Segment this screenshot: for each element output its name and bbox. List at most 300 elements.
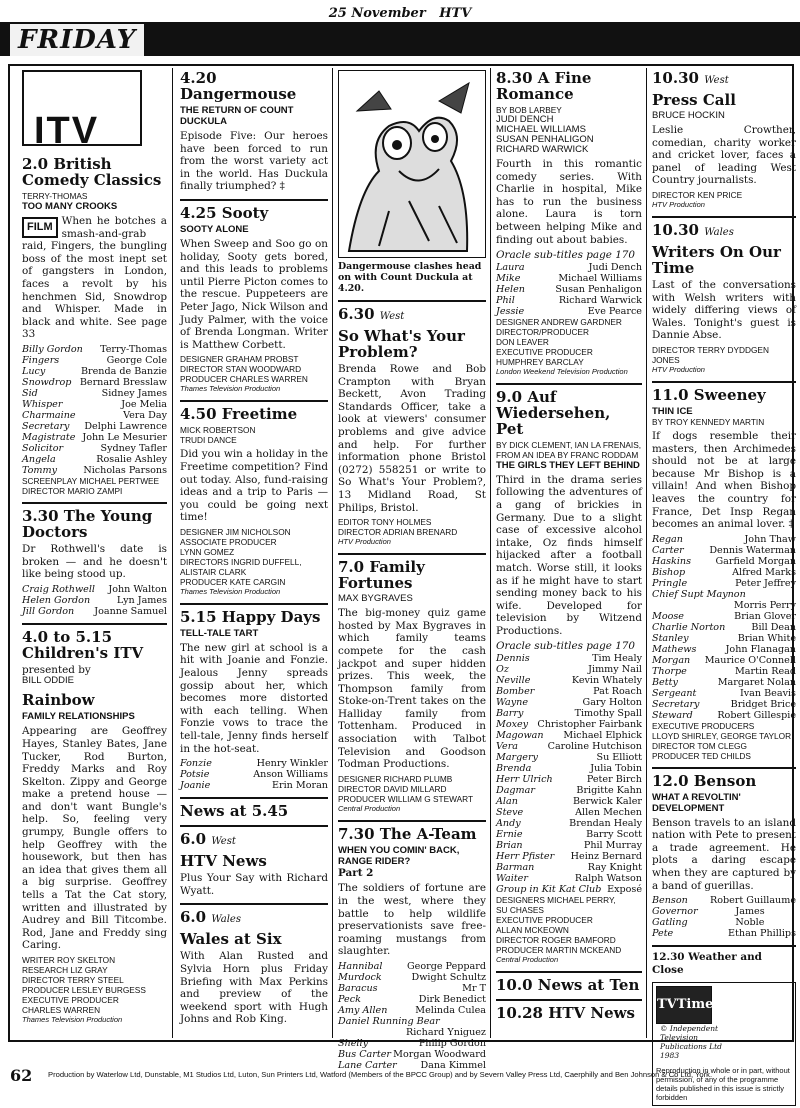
episode-title: THIN ICE xyxy=(652,405,693,417)
character-name: Lucy xyxy=(22,365,46,377)
programme-title: So What's Your Problem? xyxy=(338,327,465,361)
cast-row xyxy=(652,578,796,589)
credit-line: PRODUCER CHARLES WARREN xyxy=(180,374,308,385)
programme-htv-news-1028 xyxy=(496,1005,642,1021)
character-name: Herr Pfister xyxy=(496,851,555,863)
actor-name: Maurice O'Connell xyxy=(704,654,796,666)
programme-description: If dogs resemble their masters, then Archimedes should not be at large because Mr Bishop is a villain! And when Bishop leaves the country for France, Det Insp Regan becomes an animal lover. ‡ xyxy=(652,429,796,531)
credit-line: PRODUCER TED CHILDS xyxy=(652,750,751,761)
programme-time: 6.0 xyxy=(180,908,207,927)
section-rule xyxy=(496,971,642,973)
character-name: Governor Gatling xyxy=(652,906,698,929)
cast-row xyxy=(652,655,796,666)
character-name: Jill Gordon xyxy=(22,605,75,617)
character-name: Steve xyxy=(496,807,524,819)
cast-row xyxy=(496,719,642,730)
actor-name: Henry Winkler xyxy=(256,758,328,770)
credit-line: EXECUTIVE PRODUCER xyxy=(496,915,593,926)
actor-name: Phil Murray xyxy=(583,840,642,852)
credit-line: PRODUCER KATE CARGIN xyxy=(180,576,286,587)
column-divider xyxy=(172,68,173,1038)
actor-name: John Flanagan xyxy=(725,643,796,655)
character-name: Pringle xyxy=(652,577,688,589)
credits xyxy=(496,895,642,955)
cast-row xyxy=(22,443,167,454)
actor-name: Ralph Watson xyxy=(574,873,642,885)
cast-row xyxy=(180,758,328,769)
programme-host: TERRY-THOMAS xyxy=(22,191,88,201)
credit-line: EXECUTIVE PRODUCER xyxy=(496,346,593,357)
cast-row xyxy=(496,686,642,697)
film-badge: FILM xyxy=(22,217,58,238)
cast-row xyxy=(22,465,167,476)
star-name: MICHAEL WILLIAMS xyxy=(496,124,586,135)
cast-row xyxy=(22,584,167,595)
character-name: Mathews xyxy=(652,643,697,655)
cast-row xyxy=(652,688,796,699)
credit-line: DIRECTORS INGRID DUFFELL, xyxy=(180,556,302,567)
actor-name: Ethan Phillips xyxy=(728,928,796,940)
star-name: RICHARD WARWICK xyxy=(496,144,589,155)
production-company: HTV Production xyxy=(652,199,705,209)
actor-name: Exposé xyxy=(607,884,642,896)
cast-row xyxy=(496,675,642,686)
character-name: Joanie xyxy=(180,780,211,792)
programme-title: Wales at Six xyxy=(180,930,282,949)
cast-row xyxy=(22,410,167,421)
credits xyxy=(496,317,642,367)
actor-name: Ray Knight xyxy=(587,862,642,874)
character-name: Solicitor xyxy=(22,442,64,454)
programme-host: MAX BYGRAVES xyxy=(338,593,413,605)
credit-line: LLOYD SHIRLEY, GEORGE TAYLOR xyxy=(652,730,792,741)
credit-line: DIRECTOR/PRODUCER xyxy=(496,326,589,337)
credit-line: DIRECTOR KEN PRICE xyxy=(652,189,743,200)
cast-list xyxy=(496,653,642,895)
cast-row xyxy=(652,677,796,688)
character-name: Jessie xyxy=(496,305,525,317)
actor-name: Garfield Morgan xyxy=(715,555,796,567)
episode-title: THE GIRLS THEY LEFT BEHIND xyxy=(496,459,640,471)
column-2 xyxy=(180,68,328,1032)
character-name: Peck xyxy=(338,994,361,1005)
programme-benson xyxy=(652,773,796,940)
programme-a-fine-romance xyxy=(496,70,642,377)
section-rule xyxy=(22,623,167,625)
character-name: Lane Carter xyxy=(338,1060,397,1071)
programme-host: BRUCE HOCKIN xyxy=(652,110,725,121)
region-label: West xyxy=(211,836,236,848)
programme-writers-on-our-time xyxy=(652,222,796,375)
programme-description: Did you win a holiday in the Freetime competition? Find out today. Also, fund-raising ideas and a trip to Paris — you could be going next time! xyxy=(180,448,328,524)
cast-row xyxy=(338,1038,486,1049)
actor-name: John Thaw xyxy=(744,533,796,545)
section-rule xyxy=(652,216,796,218)
programme-description: When Sweep and Soo go on holiday, Sooty gets bored, and this leads to problems until Pierre Picton comes to the rescue. Puppeteers are Peter Jago, Nick Wilson and Judy Palmer, with the voice of Brenda Longman. Writer is Matthew Corbett. xyxy=(180,237,328,351)
programme-htv-news xyxy=(180,831,328,897)
credit-line: LYNN GOMEZ xyxy=(180,546,235,557)
programme-title: 10.0 News at Ten xyxy=(496,976,640,995)
cast-row xyxy=(496,708,642,719)
credit-line: EXECUTIVE PRODUCERS xyxy=(652,720,755,731)
image-caption: Dangermouse clashes head on with Count Duckula at 4.20. xyxy=(338,261,482,294)
character-name: Bus Carter xyxy=(338,1049,391,1060)
actor-name: Richard Warwick xyxy=(558,294,642,306)
actor-name: Julia Tobin xyxy=(590,763,642,775)
cast-row xyxy=(652,895,796,906)
character-name: Dagmar xyxy=(496,785,535,797)
programme-weather-and-close xyxy=(652,951,796,976)
character-name: Secretary xyxy=(652,698,700,710)
credit-line: HUMPHREY BARCLAY xyxy=(496,356,584,367)
cast-row xyxy=(496,785,642,796)
credits xyxy=(338,517,486,537)
character-name: Thorpe xyxy=(652,665,687,677)
programme-a-team xyxy=(338,826,486,1071)
programme-title: Rainbow xyxy=(22,691,95,710)
programme-description: Benson travels to an island nation with Pete to present a trade agreement. He plots a daring escape when they are captured by a band of guerillas. xyxy=(652,816,796,892)
cast-row xyxy=(652,534,796,545)
station-name: HTV xyxy=(439,6,472,21)
actor-name: Tim Healy xyxy=(592,653,642,665)
programme-title: 10.28 HTV News xyxy=(496,1004,635,1023)
cast-row xyxy=(496,829,642,840)
section-rule xyxy=(652,945,796,947)
actor-name: Brian Glover xyxy=(734,610,796,622)
cast-row xyxy=(496,796,642,807)
column-5 xyxy=(652,68,796,1106)
programme-description: The soldiers of fortune are in the west, where they battle to help wildlife preservationists save free-roaming mustangs from slaughter. xyxy=(338,882,486,958)
actor-name: Barry Scott xyxy=(586,829,642,841)
character-name: Brian xyxy=(496,840,523,852)
actor-name: Dennis Waterman xyxy=(709,544,796,556)
programme-dangermouse xyxy=(180,70,328,193)
section-rule xyxy=(338,820,486,822)
production-company: Thames Television Production xyxy=(180,384,281,394)
character-name: Brenda xyxy=(496,763,532,775)
region-label: Wales xyxy=(704,226,734,238)
cast-row xyxy=(652,710,796,721)
character-name: Morgan xyxy=(652,654,691,666)
episode-part: Part 2 xyxy=(338,866,374,879)
programme-so-whats-your-problem xyxy=(338,306,486,547)
credit-line: DIRECTOR TERRY DYDDGEN JONES xyxy=(652,344,769,365)
actor-name: Bill Dean xyxy=(751,621,796,633)
cast-list xyxy=(652,534,796,721)
actor-name: Brian White xyxy=(737,632,796,644)
cast-row xyxy=(496,664,642,675)
episode-title: FAMILY RELATIONSHIPS xyxy=(22,711,135,723)
description-text: When he botches a smash-and-grab raid, Fingers, the bungling boss of the most inept set of gangsters in London, faces a revolt by his henchmen Sid, Snowdrop and Whisper. Made in black and white. See page 33 xyxy=(22,215,167,341)
actor-name: Nicholas Parsons xyxy=(83,464,167,476)
itv-logo xyxy=(22,70,142,153)
character-name: Murdock xyxy=(338,972,382,983)
cast-row xyxy=(338,1027,486,1038)
character-name: Wayne xyxy=(496,697,529,709)
programme-description: Brenda Rowe and Bob Crampton with Bryan Beckett, Avon Trading Standards Officer, take a look at viewers' consumer problems and give advice and help. For further information phone Bristol (0272) 558251 or write to So What's Your Problem?, 13 Midland Road, St Philips, Bristol. xyxy=(338,363,486,514)
actor-name: Robert Gillespie xyxy=(717,709,796,721)
character-name: Waiter xyxy=(496,873,528,885)
credits xyxy=(652,345,796,365)
credits xyxy=(180,527,328,587)
programme-young-doctors xyxy=(22,508,167,617)
programme-title: 12.30 Weather and Close xyxy=(652,951,762,976)
character-name: Dennis xyxy=(496,653,530,665)
credit-line: DIRECTOR DAVID MILLARD xyxy=(338,783,447,794)
character-name: Bomber xyxy=(496,686,535,698)
character-name: Billy Gordon xyxy=(22,343,83,355)
character-name: Amy Allen xyxy=(338,1005,388,1016)
actor-name: Delphi Lawrence xyxy=(84,420,167,432)
cast-row xyxy=(652,545,796,556)
character-name: Vera xyxy=(496,741,519,753)
character-name: Andy xyxy=(496,818,521,830)
credit-line: PRODUCER MARTIN MCKEAND xyxy=(496,945,622,956)
actor-name: Vera Day xyxy=(123,409,167,421)
character-name: Shelly xyxy=(338,1038,368,1049)
cast-row xyxy=(496,840,642,851)
actor-name: Christopher Fairbank xyxy=(537,719,642,731)
cast-list xyxy=(22,584,167,617)
region-label: Wales xyxy=(211,914,241,926)
section-rule xyxy=(338,553,486,555)
episode-title: WHEN YOU COMIN' BACK, RANGE RIDER? xyxy=(338,844,460,867)
actor-name: James Noble xyxy=(735,906,765,929)
oracle-subtitles-note: Oracle sub-titles page 170 xyxy=(496,249,636,262)
character-name: Oz xyxy=(496,664,509,676)
episode-title: WHAT A REVOLTIN' DEVELOPMENT xyxy=(652,791,741,814)
cast-row xyxy=(22,606,167,617)
actor-name: Joanne Samuel xyxy=(94,605,167,617)
cast-row xyxy=(496,752,642,763)
character-name: Charmaine xyxy=(22,409,76,421)
character-name: Margery xyxy=(496,752,538,764)
actor-name: Susan Penhaligon xyxy=(555,283,642,295)
credit-line: DESIGNER RICHARD PLUMB xyxy=(338,773,453,784)
actor-name: Joe Melia xyxy=(121,398,167,410)
cast-row xyxy=(652,589,796,600)
cast-row xyxy=(338,1016,486,1027)
character-name: Mike xyxy=(496,272,521,284)
section-rule xyxy=(496,999,642,1001)
tvtimes-logo: TVTimes xyxy=(656,986,712,1024)
programme-title: Writers On Our Time xyxy=(652,242,781,277)
credits xyxy=(180,354,328,384)
credits xyxy=(22,955,167,1015)
actor-name: Peter Birch xyxy=(586,774,642,786)
episode-title: THE RETURN OF COUNT DUCKULA xyxy=(180,105,294,127)
cast-list xyxy=(22,344,167,476)
cast-row xyxy=(496,862,642,873)
programme-description: The new girl at school is a hit with Joanie and Fonzie. Jealous Jenny spreads gossip about her, which becomes more distorted with each telling. When Fonzie vows to trace the tell-tale, Jenny finds herself in the hot-seat. xyxy=(180,641,328,755)
credit-line: DESIGNER JIM NICHOLSON xyxy=(180,526,291,537)
publisher-copyright: © Independent Television Publications Ltd 1983 xyxy=(660,1024,722,1061)
programme-host: BILL ODDIE xyxy=(22,675,74,687)
programme-title: 2.0 British Comedy Classics xyxy=(22,155,162,189)
programme-time: 10.30 xyxy=(652,220,699,239)
cast-row xyxy=(496,873,642,884)
actor-name: Allen Mechen xyxy=(575,807,642,819)
oracle-subtitles-note: Oracle sub-titles page 170 xyxy=(496,640,636,653)
actor-name: Brenda de Banzie xyxy=(80,365,167,377)
cast-row xyxy=(652,928,796,939)
cast-row xyxy=(496,697,642,708)
programme-time: 10.30 xyxy=(652,69,699,87)
actor-name: Alfred Marks xyxy=(732,566,796,578)
programme-press-call xyxy=(652,70,796,210)
credit-line: RESEARCH LIZ GRAY xyxy=(22,965,108,975)
presenter-name: MICK ROBERTSON xyxy=(180,425,256,436)
cast-row xyxy=(22,421,167,432)
actor-name: Melinda Culea xyxy=(415,1005,486,1016)
page-header xyxy=(0,0,800,56)
character-name: Snowdrop xyxy=(22,376,72,388)
character-name: Daniel Running Bear xyxy=(338,1016,440,1027)
section-rule xyxy=(180,903,328,905)
programme-title: 5.15 Happy Days xyxy=(180,607,321,626)
itv-logo-text: ITV xyxy=(34,110,100,153)
programme-freetime xyxy=(180,406,328,597)
programme-sweeney xyxy=(652,387,796,761)
cast-row xyxy=(22,432,167,443)
credits xyxy=(652,190,796,200)
cast-row xyxy=(22,595,167,606)
column-3 xyxy=(338,68,486,1077)
cast-list xyxy=(496,262,642,317)
character-name: Benson xyxy=(652,895,688,907)
actor-name: Lyn James xyxy=(116,594,167,606)
actor-name: Brigitte Kahn xyxy=(576,785,642,797)
character-name: Barman xyxy=(496,862,535,874)
actor-name: Sydney Tafler xyxy=(100,442,167,454)
actor-name: Gary Holton xyxy=(582,697,642,709)
programme-sooty xyxy=(180,205,328,394)
credit-line: ALISTAIR CLARK xyxy=(180,566,247,577)
character-name: Moxey xyxy=(496,719,529,731)
presented-by-label: presented by xyxy=(22,663,91,676)
programme-description: With Alan Rusted and Sylvia Horn plus Friday Briefing with Max Perkins and preview of the weekend sport with Hugh Johns and Rob King. xyxy=(180,950,328,1026)
programme-description: Last of the conversations with Welsh writers with widely differing views of Wales. Tonight's guest is Dannie Abse. xyxy=(652,278,796,342)
cast-row xyxy=(338,994,486,1005)
programme-title: 4.0 to 5.15 Children's ITV xyxy=(22,627,144,662)
programme-time: 6.0 xyxy=(180,830,207,849)
actor-name: Michael Elphick xyxy=(563,730,642,742)
day-label: FRIDAY xyxy=(18,25,137,55)
actor-name: John Walton xyxy=(108,583,167,595)
cast-row xyxy=(496,884,642,895)
credit-line: CHARLES WARREN xyxy=(22,1005,101,1015)
cast-list xyxy=(180,758,328,791)
character-name: Group in Kit Kat Club xyxy=(496,884,602,896)
credit-line: ALLAN MCKEOWN xyxy=(496,925,569,936)
programme-title: 11.0 Sweeney xyxy=(652,385,766,404)
credit-line: SCREENPLAY MICHAEL PERTWEE xyxy=(22,475,160,486)
programme-title: 7.30 The A-Team xyxy=(338,824,477,843)
cast-row xyxy=(652,644,796,655)
printer-credit: Production by Waterlow Ltd, Dunstable, M1 Studios Ltd, Luton, Sun Printers Ltd, Watford (Members of the BPCC Group) and by Severn Valley Press Ltd, Caerphilly and Ben Johnson & Co Ltd, York. xyxy=(48,1070,713,1079)
character-name: Chief Supt Maynon xyxy=(652,588,746,600)
actor-name: Richard Yniguez xyxy=(406,1027,486,1038)
actor-name: Ivan Beavis xyxy=(739,687,796,699)
cast-row xyxy=(22,344,167,355)
cast-row xyxy=(496,262,642,273)
production-company: HTV Production xyxy=(338,537,391,547)
cast-row xyxy=(338,972,486,983)
cast-row xyxy=(652,600,796,611)
actor-name: Berwick Kaler xyxy=(572,796,642,808)
cast-row xyxy=(22,454,167,465)
star-name: SUSAN PENHALIGON xyxy=(496,134,594,145)
credit-line: PRODUCER LESLEY BURGESS xyxy=(22,985,146,995)
character-name: Magistrate xyxy=(22,431,76,443)
cast-row xyxy=(496,295,642,306)
character-name: Fonzie xyxy=(180,758,212,770)
programme-title: 8.30 A Fine Romance xyxy=(496,69,592,103)
cast-row xyxy=(338,1005,486,1016)
writer-credit: BY DICK CLEMENT, IAN LA FRENAIS, FROM AN IDEA BY FRANC RODDAM xyxy=(496,439,642,460)
character-name: Magowan xyxy=(496,730,544,742)
actor-name: Anson Williams xyxy=(253,769,328,781)
cast-row xyxy=(22,377,167,388)
actor-name: Erin Moran xyxy=(272,780,328,792)
section-rule xyxy=(180,199,328,201)
section-rule xyxy=(180,400,328,402)
cast-row xyxy=(22,366,167,377)
programme-description: The big-money quiz game hosted by Max Bygraves in which family teams compete for the cash jackpot and super hidden prizes. This week, the Thompson family from Stoke-on-Trent takes on the Halliday family from Tottenham. Produced in association with Talbot Television and Goodson Todman Productions. xyxy=(338,607,486,771)
actor-name: Su Elliott xyxy=(596,752,642,764)
region-label: West xyxy=(704,75,729,86)
actor-name: Bridget Brice xyxy=(730,698,796,710)
programme-description: Dr Rothwell's date is broken — and he doesn't like being stood up. xyxy=(22,542,167,581)
cast-row xyxy=(496,284,642,295)
section-rule xyxy=(22,502,167,504)
cast-row xyxy=(180,769,328,780)
episode-title: TOO MANY CROOKS xyxy=(22,201,118,212)
section-rule xyxy=(338,300,486,302)
character-name: Barry xyxy=(496,708,524,720)
writer-credit: BY BOB LARBEY xyxy=(496,105,562,115)
cast-row xyxy=(496,306,642,317)
cast-row xyxy=(496,807,642,818)
production-company: Central Production xyxy=(338,803,401,813)
programme-description: Plus Your Say with Richard Wyatt. xyxy=(180,872,328,897)
credit-line: DIRECTOR STAN WOODWARD xyxy=(180,364,302,375)
cast-row xyxy=(652,556,796,567)
cast-row xyxy=(22,399,167,410)
cast-row xyxy=(496,653,642,664)
programme-childrens-itv xyxy=(22,629,167,687)
writer-credit: BY TROY KENNEDY MARTIN xyxy=(652,416,765,427)
programme-description xyxy=(22,215,167,341)
actor-name: Eve Pearce xyxy=(587,305,642,317)
column-4 xyxy=(496,68,642,1027)
actor-name: Mr T xyxy=(462,983,486,994)
actor-name: Judi Dench xyxy=(588,261,642,273)
episode-title: SOOTY ALONE xyxy=(180,223,249,235)
credit-line: EXECUTIVE PRODUCER xyxy=(22,995,119,1005)
programme-description: Third in the drama series following the adventures of a gang of brickies in Germany. Due to a slight case of excessive alcohol intake, Oz finds himself hijacked after a football match. Worse still, it looks as if he might have to start sending money back to his wife. Developed for television by Witzend Productions. xyxy=(496,473,642,637)
actor-name: Morris Perry xyxy=(733,599,796,611)
actor-name: Bernard Bresslaw xyxy=(79,376,167,388)
credit-line: DESIGNER ANDREW GARDNER xyxy=(496,316,622,327)
cast-row xyxy=(652,611,796,622)
credit-line: DESIGNERS MICHAEL PERRY, xyxy=(496,895,616,906)
programme-description: Appearing are Geoffrey Hayes, Stanley Bates, Jane Tucker, Rod Burton, Freddy Marks and Roy Skelton. Zippy and George make a pretend house — and don't want Bungle's help. So, feeling very grumpy, Bungle offers to help Geoffrey with the housework, but then has an idea that gives them all a big surprise. Geoffrey tells a Tat the Cat story, written and illustrated by Audrey and Bill Titcombe. Rod, Jane and Freddy sing Caring. xyxy=(22,725,167,952)
cast-row xyxy=(180,780,328,791)
programme-time: 6.30 xyxy=(338,305,375,323)
credit-line: DIRECTOR TERRY STEEL xyxy=(22,975,124,985)
actor-name: Sidney James xyxy=(101,387,167,399)
